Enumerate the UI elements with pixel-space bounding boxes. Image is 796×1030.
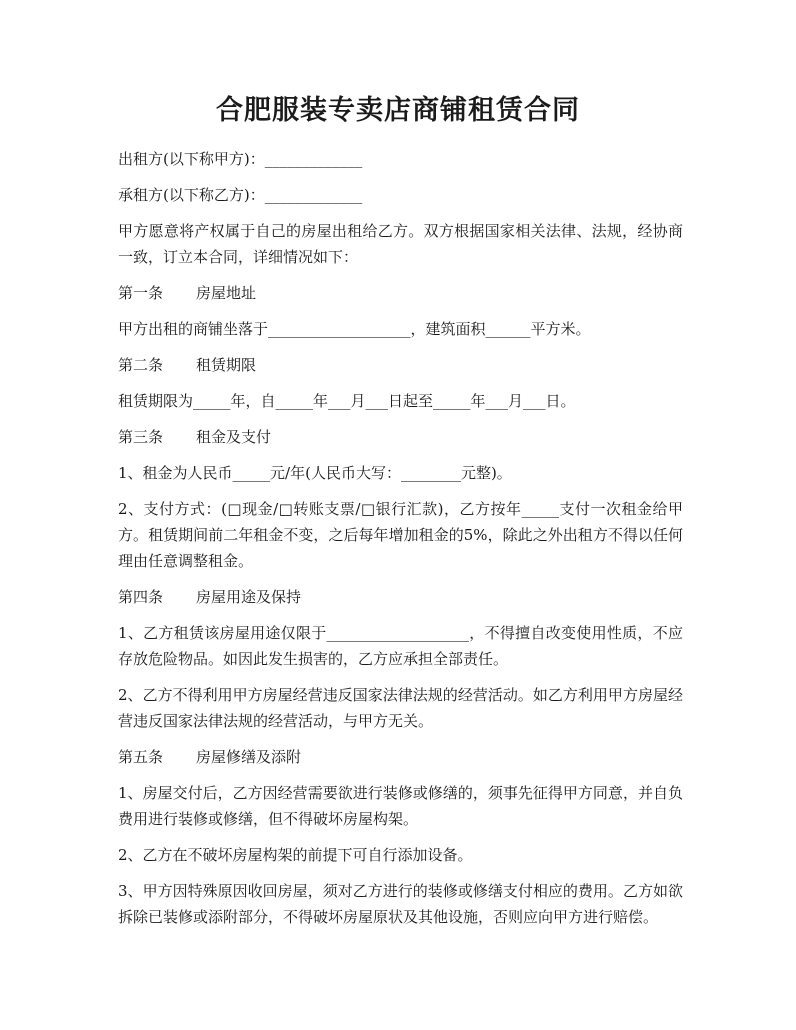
preamble-paragraph: 甲方愿意将产权属于自己的房屋出租给乙方。双方根据国家相关法律、法规，经协商一致，订立本合同，详细情况如下： bbox=[118, 222, 683, 266]
lessor-line: 出租方(以下称甲方)：_____________ bbox=[118, 150, 363, 168]
article-4-clause-1: 1、乙方租赁该房屋用途仅限于___________________，不得擅自改变使用性质，不应存放危险物品。如因此发生损害的，乙方应承担全部责任。 bbox=[118, 624, 683, 668]
article-1-paragraph: 甲方出租的商铺坐落于___________________，建筑面积______平方米。 bbox=[118, 320, 591, 338]
article-3-clause-1: 1、租金为人民币_____元/年(人民币大写：________元整)。 bbox=[118, 464, 512, 482]
article-title: 房屋用途及保持 bbox=[196, 588, 302, 606]
article-5-clause-2: 2、乙方在不破坏房屋构架的前提下可自行添加设备。 bbox=[118, 846, 473, 864]
article-5-clause-3: 3、甲方因特殊原因收回房屋，须对乙方进行的装修或修缮支付相应的费用。乙方如欲拆除已装修或添附部分，不得破坏房屋原状及其他设施，否则应向甲方进行赔偿。 bbox=[118, 882, 683, 926]
article-2-heading bbox=[118, 352, 683, 378]
article-number: 第二条 bbox=[118, 356, 164, 374]
lessee-line: 承租方(以下称乙方)：_____________ bbox=[118, 186, 363, 204]
document-title: 合肥服装专卖店商铺租赁合同 bbox=[216, 95, 580, 126]
article-4-heading bbox=[118, 584, 683, 610]
article-title: 租金及支付 bbox=[196, 428, 272, 446]
article-4-clause-2: 2、乙方不得利用甲方房屋经营违反国家法律法规的经营活动。如乙方利用甲方房屋经营违反国家法律法规的经营活动，与甲方无关。 bbox=[118, 686, 683, 730]
article-title: 房屋修缮及添附 bbox=[196, 748, 302, 766]
article-1-heading bbox=[118, 280, 683, 306]
article-2-paragraph: 租赁期限为_____年，自_____年___月___日起至_____年___月___日。 bbox=[118, 392, 576, 410]
article-number: 第五条 bbox=[118, 748, 164, 766]
article-title: 租赁期限 bbox=[196, 356, 257, 374]
article-5-clause-1: 1、房屋交付后，乙方因经营需要欲进行装修或修缮的，须事先征得甲方同意，并自负费用进行装修或修缮，但不得破坏房屋构架。 bbox=[118, 784, 683, 828]
article-number: 第四条 bbox=[118, 588, 164, 606]
article-5-heading bbox=[118, 744, 683, 770]
article-number: 第三条 bbox=[118, 428, 164, 446]
article-3-clause-2: 2、支付方式：(□现金/□转账支票/□银行汇款)，乙方按年_____支付一次租金给甲方。租赁期间前二年租金不变，之后每年增加租金的5%，除此之外出租方不得以任何理由任意调整租金。 bbox=[118, 500, 683, 570]
article-number: 第一条 bbox=[118, 284, 164, 302]
document-body bbox=[118, 146, 683, 940]
article-3-heading bbox=[118, 424, 683, 450]
article-title: 房屋地址 bbox=[196, 284, 257, 302]
